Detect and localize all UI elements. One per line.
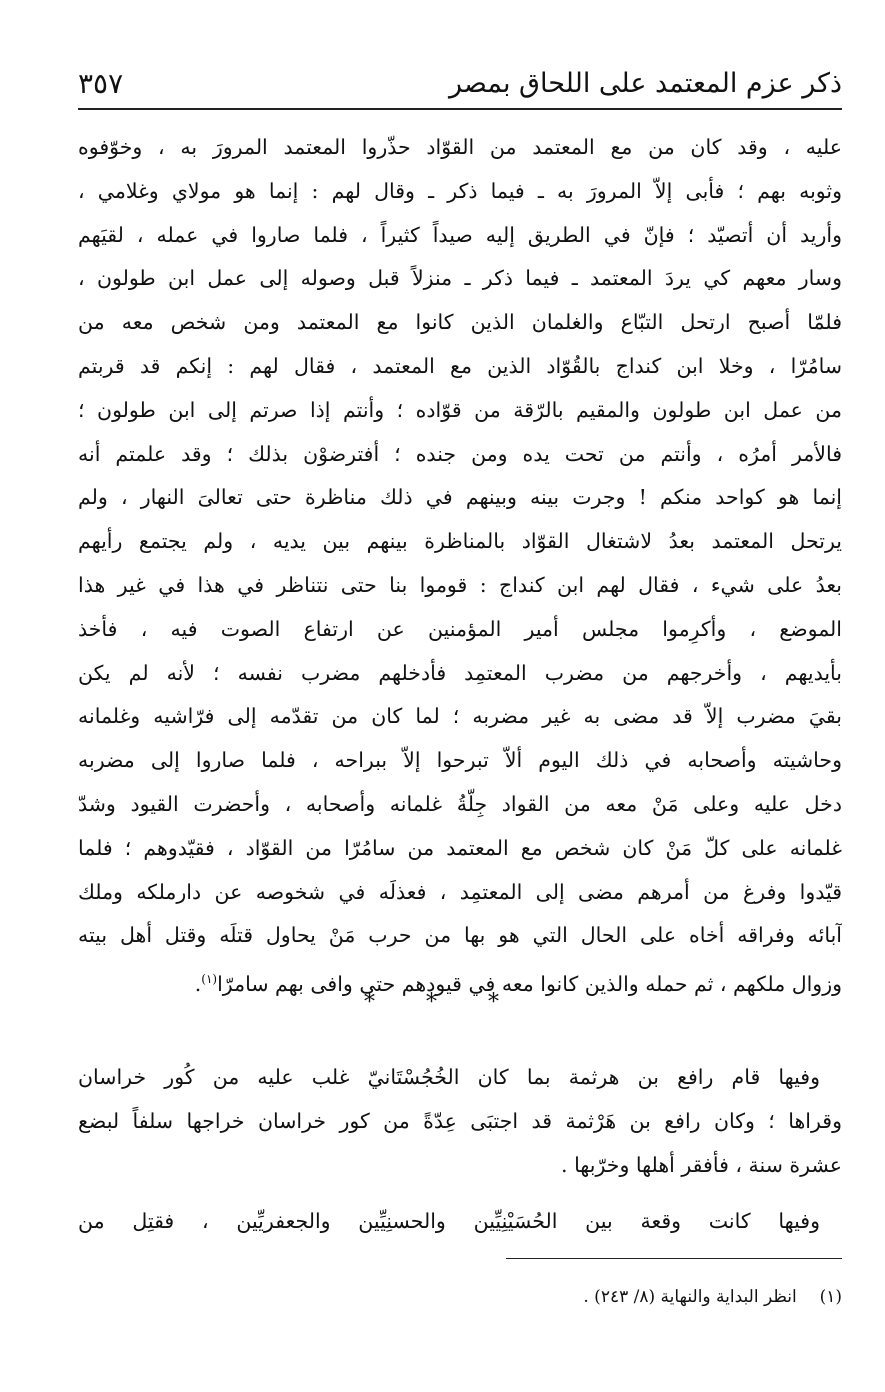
- text-line: وسار معهم كي يردَ المعتمد ـ فيما ذكر ـ منزلاً قبل وصوله إلى عمل ابن طولون ،: [78, 266, 842, 291]
- page-number: ٣٥٧: [78, 67, 124, 100]
- text-line: يرتحل المعتمد بعدُ لاشتغال القوّاد بالمناظرة بينهم بين يديه ، ولم يجتمع رأيهم: [78, 529, 842, 554]
- page-header: [78, 62, 842, 110]
- paragraph-battle: [78, 1200, 842, 1244]
- text-line: بأيديهم ، وأخرجهم من مضرب المعتمِد فأدخلهم مضرب نفسه ؛ لأنه لم يكن: [78, 660, 842, 685]
- section-separator: * * *: [364, 990, 521, 1015]
- footnote-divider: [506, 1258, 842, 1259]
- paragraph-rafi: [78, 1056, 842, 1187]
- text-line: وثوبه بهم ؛ فأبى إلاّ المرورَ به ـ فيما ذكر ـ وقال لهم : إنما هو مولاي وغلامي ،: [78, 178, 842, 203]
- text-line: بقيَ مضرب إلاّ قد مضى به غير مضربه ؛ لما كان من تقدّمه إلى فرّاشيه وغلمانه: [78, 704, 842, 729]
- closing-punctuation: .: [194, 971, 202, 996]
- text-line: الموضع ، وأكرِموا مجلس أمير المؤمنين عن ارتفاع الصوت فيه ، فأخذ: [78, 616, 842, 641]
- footnote: [583, 1284, 842, 1310]
- text-line: عليه ، وقد كان من مع المعتمد من القوّاد حذّروا المعتمد المرورَ به ، وخوّفوه: [78, 135, 842, 159]
- text-line: من عمل ابن طولون والمقيم بالرّقة من قوّاده ؛ وأنتم إذا صرتم إلى ابن طولون ؛: [78, 397, 842, 422]
- running-title: ذكر عزم المعتمد على اللحاق بمصر: [449, 68, 842, 99]
- text-line: غلمانه على كلّ مَنْ كان شخص مع المعتمد من سامُرّا من القوّاد ، فقيّدوهم ؛ فلما: [78, 835, 842, 860]
- paragraph-main: [78, 126, 842, 1002]
- text-line: وحاشيته وأصحابه في ذلك اليوم ألاّ تبرحوا إلاّ ببراحه ، فلما صاروا إلى مضربه: [78, 748, 842, 773]
- text-line: إنما هو كواحد منكم ! وجرت بينه وبينهم في ذلك مناظرة حتى تعالىَ النهار ، ولم: [78, 485, 842, 510]
- text-line: عشرة سنة ، فأفقر أهلها وخرّبها .: [561, 1152, 842, 1177]
- footnote-number: (١): [819, 1287, 842, 1307]
- footnote-text: انظر البداية والنهاية (٨/ ٢٤٣) .: [583, 1287, 797, 1307]
- text-line: وقراها ؛ وكان رافع بن هَرْثمة قد اجتبَى عِدّةً من كور خراسان خراجها سلفاً لبضع: [78, 1108, 842, 1133]
- text-line: فلمّا أصبح ارتحل التبّاع والغلمان الذين كانوا مع المعتمد ومن شخص معه من: [78, 310, 842, 335]
- text-line: وفيها قام رافع بن هرثمة بما كان الخُجُسْتَانيّ غلب عليه من كُور خراسان: [78, 1065, 820, 1089]
- text-line: بعدُ على شيء ، فقال لهم ابن كنداج : قوموا بنا حتى نتناظر في هذا في غير هذا: [78, 572, 842, 597]
- text-line: سامُرّا ، وخلا ابن كنداج بالقُوّاد الذين مع المعتمد ، فقال لهم : إنكم قد قربتم: [78, 353, 842, 378]
- text-line: دخل عليه وعلى مَنْ معه من القواد جِلّةُ غلمانه وأصحابه ، وأحضرت القيود وشدّ: [78, 791, 842, 816]
- text-line: فالأمر أمرُه ، وأنتم من تحت يده ومن جنده ؛ أفترضوْن بذلك ؛ وقد علمتم أنه: [78, 441, 842, 466]
- text-line: وفيها كانت وقعة بين الحُسَيْنِيِّين والحسنِيِّين والجعفريِّين ، فقتِل من: [78, 1209, 820, 1233]
- footnote-marker[interactable]: (١): [201, 972, 218, 987]
- text-line-content: وزوال ملكهم ، ثم حمله والذين كانوا معه في قيودهم حتى وافى بهم سامرّا: [217, 971, 842, 996]
- text-line: آبائه وفراقه أخاه على الحال التي هو بها من حرب مَنْ يحاول قتلَه وقتل أهل بيته: [78, 923, 842, 948]
- text-line: وأريد أن أتصيّد ؛ فإنّ في الطريق إليه صيداً كثيراً ، فلما صاروا في عمله ، لقيَهم: [78, 222, 842, 247]
- text-line: قيّدوا وفرغ من أمرهم مضى إلى المعتمِد ، فعذلَه في شخوصه عن دارملكه وملك: [78, 879, 842, 904]
